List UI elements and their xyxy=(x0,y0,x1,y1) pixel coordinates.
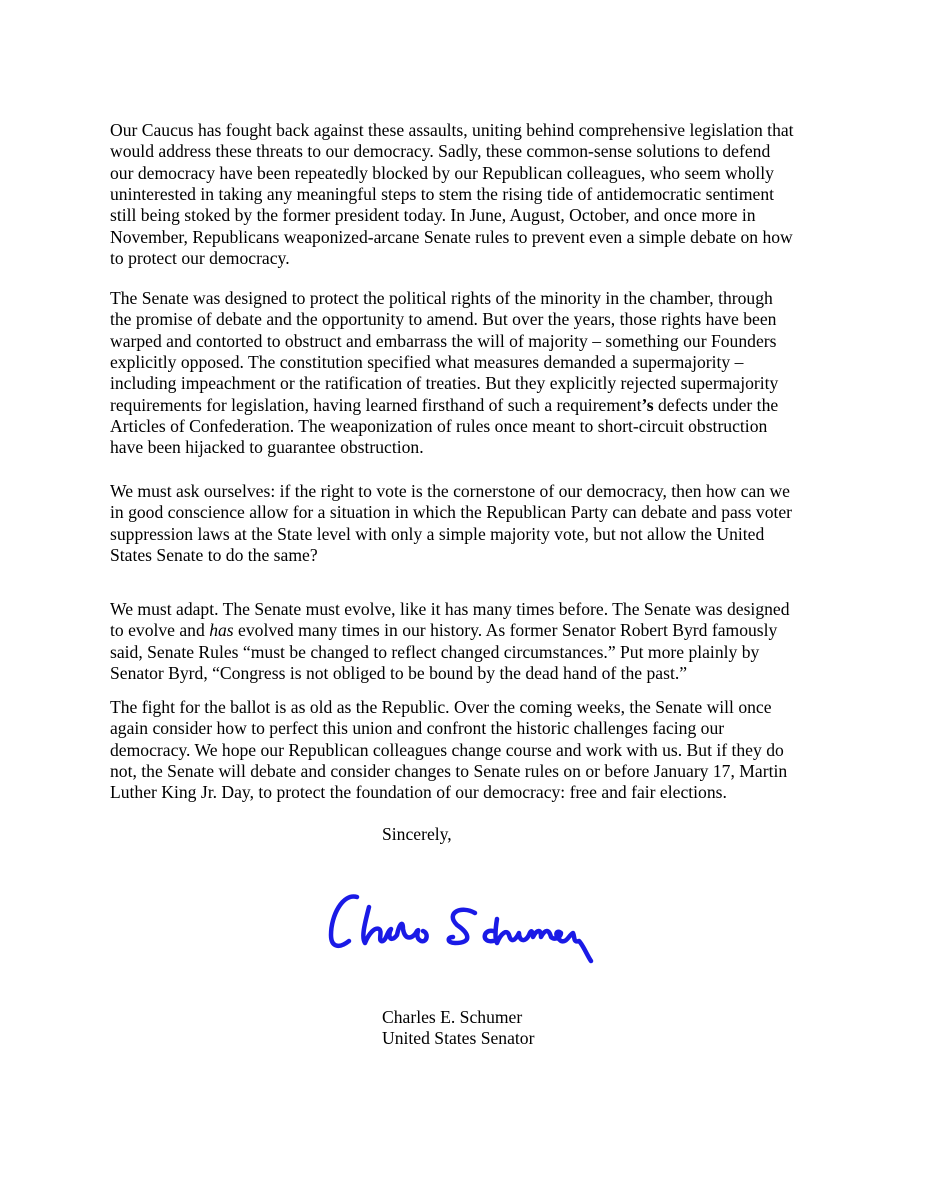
paragraph-line: explicitly opposed. The constitution specified what measures demanded a supermajority – xyxy=(110,352,744,373)
paragraph-line: Our Caucus has fought back against these assaults, uniting behind comprehensive legislation that xyxy=(110,120,794,140)
paragraph-line: said, Senate Rules “must be changed to reflect changed circumstances.” Put more plainly by xyxy=(110,641,760,662)
paragraph-line: not, the Senate will debate and consider changes to Senate rules on or before January 17, Martin xyxy=(110,761,788,782)
paragraph-line: would address these threats to our democracy. Sadly, these common-sense solutions to defend xyxy=(110,141,771,162)
paragraph-line: democracy. We hope our Republican colleagues change course and work with us. But if they do xyxy=(110,739,784,760)
paragraph-line: have been hijacked to guarantee obstruction. xyxy=(110,437,424,458)
paragraph-line: warped and contorted to obstruct and embarrass the will of majority – something our Founders xyxy=(110,330,777,351)
text-segment: ’s xyxy=(641,394,654,415)
paragraph-line: still being stoked by the former president today. In June, August, October, and once more in xyxy=(110,205,756,226)
paragraph-line: The fight for the ballot is as old as the Republic. Over the coming weeks, the Senate will once xyxy=(110,697,772,717)
paragraph xyxy=(110,697,787,804)
paragraph xyxy=(110,599,790,684)
signature-stroke xyxy=(449,910,475,943)
closing: Sincerely, xyxy=(382,824,452,844)
paragraph-line: Luther King Jr. Day, to protect the foundation of our democracy: free and fair elections. xyxy=(110,782,727,803)
signature-stroke xyxy=(485,919,591,961)
paragraph-line xyxy=(110,395,778,416)
paragraph-line: We must adapt. The Senate must evolve, like it has many times before. The Senate was designed xyxy=(110,599,790,619)
paragraph-line: States Senate to do the same? xyxy=(110,545,318,566)
paragraph-line: our democracy have been repeatedly blocked by our Republican colleagues, who seem wholly xyxy=(110,162,774,183)
paragraph xyxy=(110,288,778,459)
signer-title: United States Senator xyxy=(382,1028,535,1048)
signature-stroke xyxy=(331,897,357,946)
signer-name: Charles E. Schumer xyxy=(382,1007,523,1027)
signature-stroke xyxy=(363,907,426,943)
paragraph-line: November, Republicans weaponized-arcane Senate rules to prevent even a simple debate on how xyxy=(110,226,793,247)
text-segment: to evolve and xyxy=(110,620,210,641)
paragraph-line: Senator Byrd, “Congress is not obliged to be bound by the dead hand of the past.” xyxy=(110,663,688,684)
paragraph-line: in good conscience allow for a situation in which the Republican Party can debate and pass voter xyxy=(110,502,793,523)
paragraph-line: We must ask ourselves: if the right to vote is the cornerstone of our democracy, then how can we xyxy=(110,481,790,501)
paragraph xyxy=(110,481,792,566)
paragraph-line: again consider how to perfect this union and confront the historic challenges facing our xyxy=(110,718,725,739)
text-segment: evolved many times in our history. As former Senator Robert Byrd famously xyxy=(233,620,778,641)
signature-image xyxy=(325,885,605,965)
paragraph-line: including impeachment or the ratification of treaties. But they explicitly rejected supermajority xyxy=(110,373,779,394)
text-segment: has xyxy=(209,620,234,641)
paragraph xyxy=(110,120,794,269)
paragraph-line: suppression laws at the State level with only a simple majority vote, but not allow the United xyxy=(110,523,765,544)
text-segment: defects under the xyxy=(653,394,779,415)
paragraph-line xyxy=(110,620,790,641)
paragraph-line: uninterested in taking any meaningful steps to stem the rising tide of antidemocratic sentiment xyxy=(110,184,775,205)
paragraph-line: the promise of debate and the opportunity to amend. But over the years, those rights have been xyxy=(110,309,777,330)
paragraph-line: to protect our democracy. xyxy=(110,248,290,269)
paragraph-line: Articles of Confederation. The weaponization of rules once meant to short-circuit obstruction xyxy=(110,416,768,437)
text-segment: requirements for legislation, having learned firsthand of such a requirement xyxy=(110,394,642,415)
paragraph-line: The Senate was designed to protect the political rights of the minority in the chamber, through xyxy=(110,288,773,308)
